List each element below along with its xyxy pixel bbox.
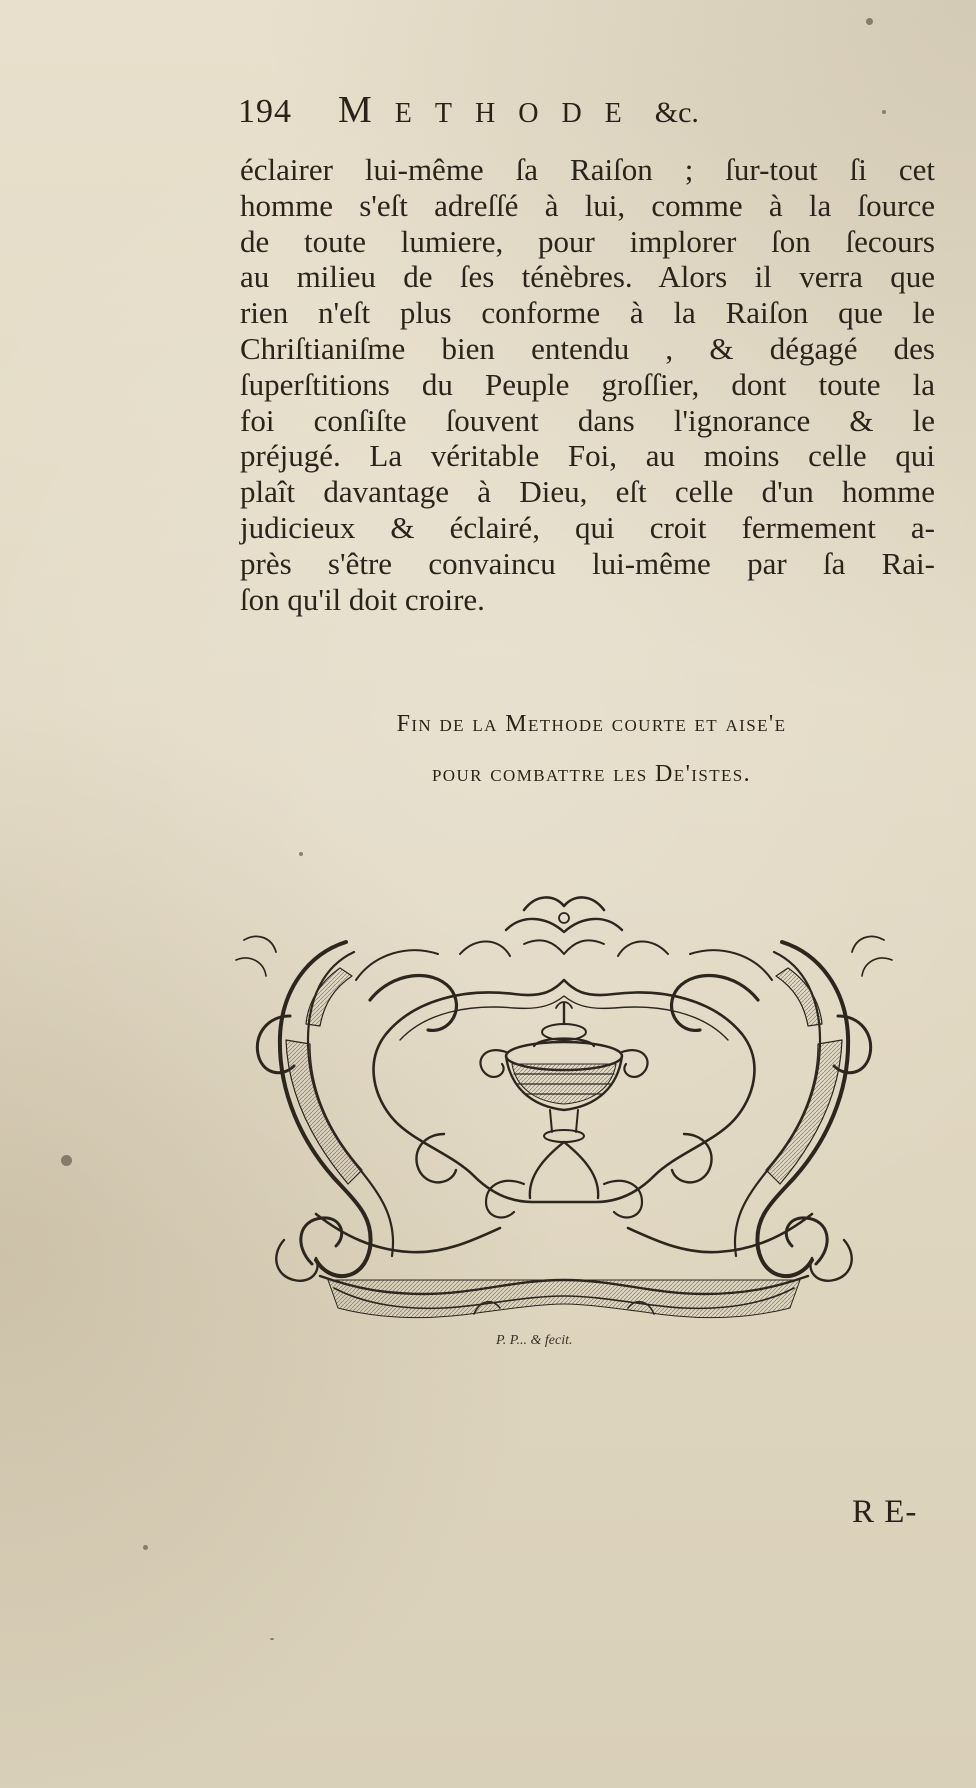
closing-line-2: pour combattre les De'istes.	[431, 761, 752, 787]
text-line: au milieu de ſes ténèbres. Alors il verra que	[240, 259, 935, 295]
cartouche-vignette	[224, 884, 904, 1364]
paper-speck	[143, 1545, 148, 1550]
main-text-block	[240, 152, 935, 617]
running-head-rest: ETHODE	[394, 98, 645, 129]
closing-line-1: Fin de la Methode courte et aise'e	[396, 711, 787, 737]
text-line-final: ſon qu'il doit croire.	[240, 581, 485, 617]
paper-speck	[270, 1638, 274, 1640]
ornament-svg	[224, 884, 904, 1364]
text-line: plaît davantage à Dieu, eſt celle d'un homme	[240, 474, 935, 510]
text-line: ſuperſtitions du Peuple groſſier, dont toute la	[240, 366, 935, 402]
running-head-etc: &c.	[654, 96, 699, 129]
text-line: rien n'eſt plus conforme à la Raiſon que le	[240, 295, 935, 331]
text-line: préjugé. La véritable Foi, au moins celle qui	[240, 438, 935, 474]
text-line: près s'être convaincu lui-même par ſa Rai-	[240, 545, 935, 581]
paper-speck	[882, 110, 886, 114]
catchword: R E-	[852, 1494, 918, 1530]
page-number: 194	[238, 93, 292, 130]
running-head	[338, 88, 645, 132]
running-head-initial: M	[338, 89, 395, 131]
paper-speck	[61, 1155, 72, 1166]
page-header	[238, 88, 878, 130]
paper-speck	[299, 852, 303, 856]
text-line: foi conſiſte ſouvent dans l'ignorance & le	[240, 402, 935, 438]
text-line: éclairer lui-même ſa Raiſon ; ſur-tout ſi cet	[240, 152, 935, 187]
engraver-signature: P. P... & fecit.	[496, 1333, 573, 1348]
paper-speck	[866, 18, 873, 25]
text-line: de toute lumiere, pour implorer ſon ſecours	[240, 223, 935, 259]
text-line: Chriſtianiſme bien entendu , & dégagé des	[240, 330, 935, 366]
text-line: judicieux & éclairé, qui croit fermement a-	[240, 509, 935, 545]
text-line: homme s'eſt adreſſé à lui, comme à la ſource	[240, 187, 935, 223]
closing-heading	[264, 699, 919, 799]
